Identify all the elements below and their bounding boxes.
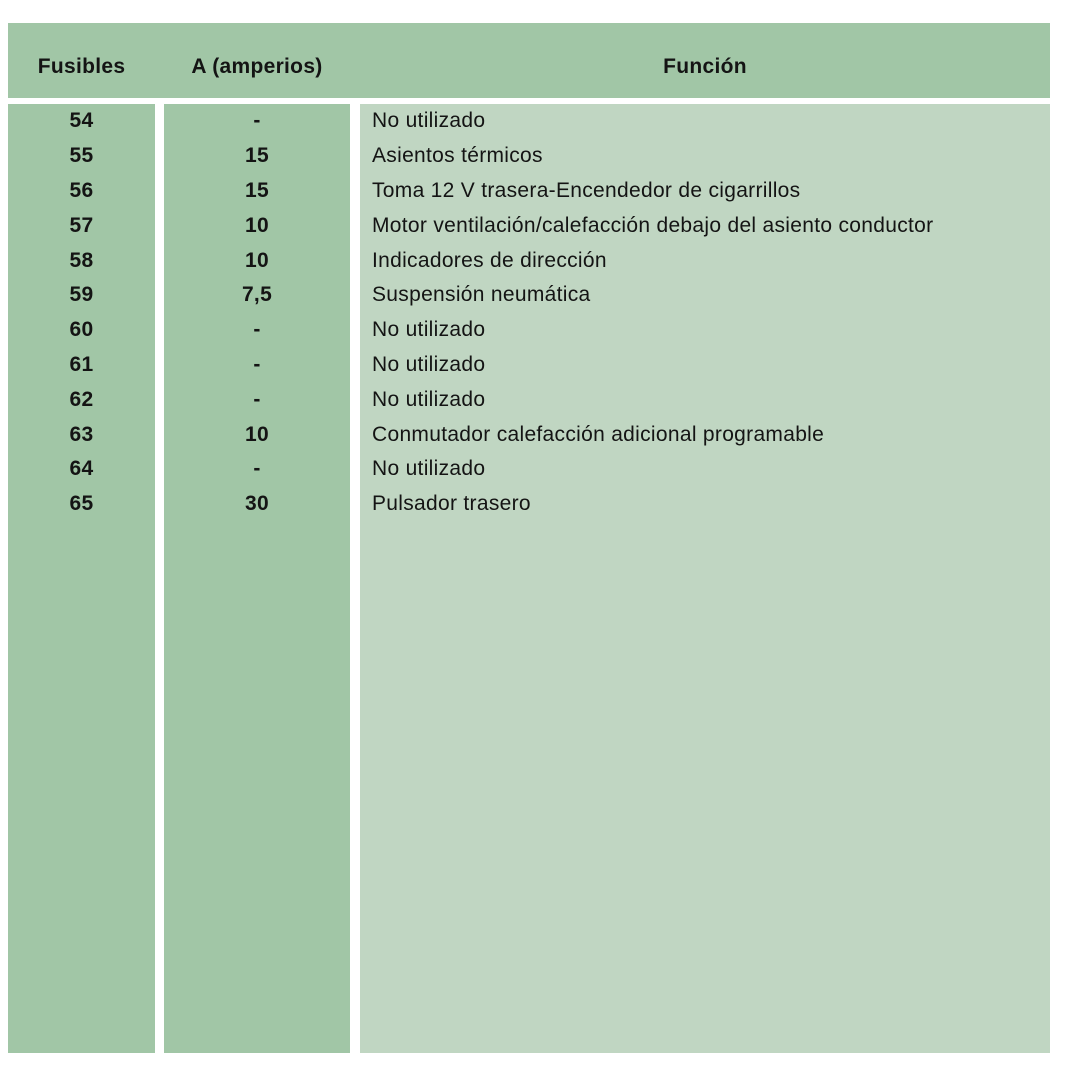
fuse-number: 63 xyxy=(69,422,94,446)
amperage-value: 15 xyxy=(245,178,269,202)
function-text: Indicadores de dirección xyxy=(372,248,607,272)
fuse-number: 56 xyxy=(69,178,94,202)
function-text: No utilizado xyxy=(372,352,486,376)
fuse-table xyxy=(8,23,1050,1053)
amperage-value: - xyxy=(253,318,261,342)
amperage-value: - xyxy=(253,457,261,481)
function-text: Toma 12 V trasera-Encendedor de cigarrillos xyxy=(372,178,801,202)
function-text: Conmutador calefacción adicional programable xyxy=(372,422,825,446)
amperage-value: - xyxy=(253,387,261,411)
amperage-value: 7,5 xyxy=(241,283,273,307)
fuse-table-body xyxy=(8,104,1050,1053)
function-text: No utilizado xyxy=(372,457,486,481)
header-funcion: Función xyxy=(663,54,747,78)
fuse-number: 55 xyxy=(69,144,94,168)
amperage-value: - xyxy=(253,352,261,376)
function-text: Pulsador trasero xyxy=(372,492,531,516)
function-text: Motor ventilación/calefacción debajo del asiento conductor xyxy=(372,213,934,237)
fuse-number: 64 xyxy=(69,457,94,481)
fuse-number: 58 xyxy=(69,248,94,272)
body-gap-2 xyxy=(350,104,360,1053)
amperage-value: 10 xyxy=(245,213,269,237)
body-gap-1 xyxy=(155,104,164,1053)
header-amperios: A (amperios) xyxy=(191,54,323,78)
amperage-value: - xyxy=(253,109,261,133)
function-text: No utilizado xyxy=(372,109,486,133)
fuse-number: 61 xyxy=(69,352,94,376)
fuse-number: 62 xyxy=(69,387,94,411)
function-column xyxy=(360,104,1050,1053)
fuse-number: 54 xyxy=(69,109,94,133)
amperage-value: 30 xyxy=(245,492,269,516)
function-text: Suspensión neumática xyxy=(372,283,591,307)
function-text: No utilizado xyxy=(372,387,486,411)
fuse-number: 59 xyxy=(69,283,94,307)
amperage-value: 10 xyxy=(245,422,269,446)
fuse-number: 65 xyxy=(69,492,94,516)
amperage-value: 10 xyxy=(245,248,269,272)
fuse-number: 60 xyxy=(69,318,94,342)
fuse-table-header xyxy=(8,23,1050,98)
function-text: No utilizado xyxy=(372,318,486,342)
function-text: Asientos térmicos xyxy=(372,144,543,168)
header-fusibles: Fusibles xyxy=(37,54,126,78)
amperage-value: 15 xyxy=(245,144,269,168)
fuse-number-column xyxy=(8,104,155,1053)
amperage-column xyxy=(164,104,350,1053)
fuse-number: 57 xyxy=(69,213,94,237)
